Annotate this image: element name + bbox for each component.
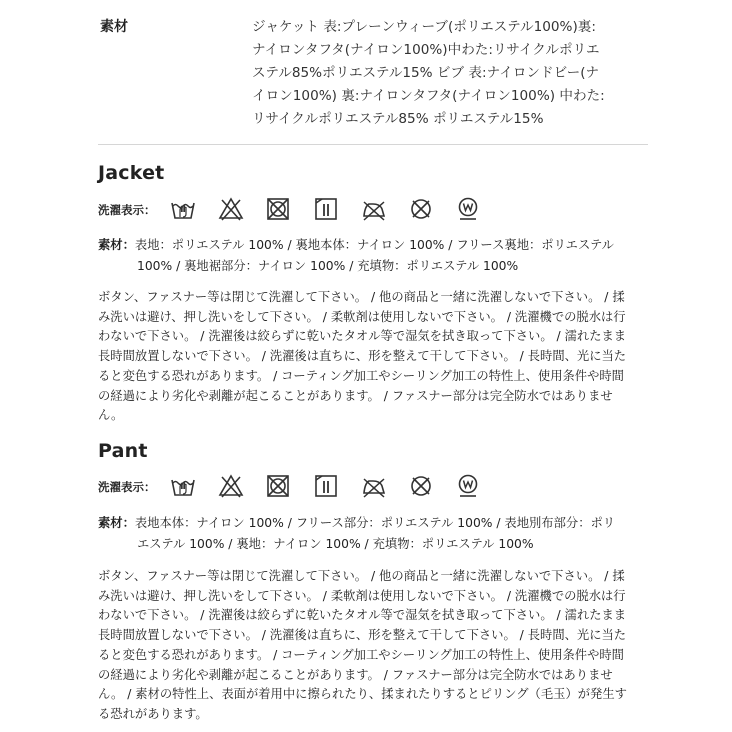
jacket-no-tumble-dry-icon xyxy=(265,196,291,222)
jacket-material-line: 100% / 裏地裾部分：ナイロン 100% / 充填物：ポリエステル 100% xyxy=(137,259,519,273)
pant-note-line: わないで下さい。 / 洗濯後は絞らずに乾いたタオル等で湿気を拭き取って下さい。 / 濡れたまま xyxy=(98,608,627,623)
pant-line-dry-icon xyxy=(313,473,339,499)
pant-note-line: の経過により劣化や剥離が起こることがあります。 / ファスナー部分は完全防水ではありませ xyxy=(98,667,613,682)
jacket-wet-clean-icon xyxy=(455,196,481,222)
pant-wet-clean-icon xyxy=(455,473,481,499)
pant-hand-wash-icon xyxy=(170,473,196,499)
jacket-no-dry-clean-icon xyxy=(408,196,434,222)
pant-note-line: み洗いは避け、押し洗いをして下さい。 / 柔軟剤は使用しないで下さい。 / 洗濯機での脱水は行 xyxy=(98,588,626,603)
jacket-note-line: わないで下さい。 / 洗濯後は絞らずに乾いたタオル等で湿気を拭き取って下さい。 / 濡れたまま xyxy=(98,329,627,344)
pant-material-label: 素材： xyxy=(98,516,135,530)
pant-note-line: 長時間放置しないで下さい。 / 洗濯後は直ちに、形を整えて干して下さい。 / 長時間、光に当た xyxy=(98,628,627,643)
material-spec-row xyxy=(98,12,648,145)
pant-wash-label: 洗濯表示： xyxy=(98,480,156,494)
jacket-hand-wash-icon xyxy=(170,196,196,222)
pant-material-line: エステル 100% / 裏地：ナイロン 100% / 充填物：ポリエステル 100% xyxy=(137,537,534,551)
jacket-no-bleach-icon xyxy=(218,196,244,222)
pant-low-iron-icon xyxy=(361,473,387,499)
jacket-material-label: 素材： xyxy=(98,238,135,252)
pant-note-line: ると変色する恐れがあります。 / コーティング加工やシーリング加工の特性上、使用条件や時間 xyxy=(98,647,624,662)
jacket-wash-label: 洗濯表示： xyxy=(98,203,156,217)
pant-material-line: 表地本体：ナイロン 100% / フリース部分：ポリエステル 100% / 表地別布部分：ポリ xyxy=(134,516,616,530)
pant-note-line: る恐れがあります。 xyxy=(98,706,208,721)
material-spec-line: ナイロンタフタ(ナイロン100%)中わた:リサイクルポリエ xyxy=(252,42,600,58)
jacket-low-iron-icon xyxy=(361,196,387,222)
pant-note-line: ん。 / 素材の特性上、表面が着用中に擦られたり、揉まれたりするとピリング（毛玉）が発生す xyxy=(98,687,627,702)
material-spec-value xyxy=(252,16,648,131)
jacket-title: Jacket xyxy=(98,162,165,184)
material-spec-line: ジャケット 表:プレーンウィーブ(ポリエステル100%)裏: xyxy=(252,19,596,35)
jacket-note-line: の経過により劣化や剥離が起こることがあります。 / ファスナー部分は完全防水ではありませ xyxy=(98,388,613,403)
jacket-note-line: 長時間放置しないで下さい。 / 洗濯後は直ちに、形を整えて干して下さい。 / 長時間、光に当た xyxy=(98,349,627,364)
pant-title: Pant xyxy=(98,440,148,462)
jacket-material-line: 表地：ポリエステル 100% / 裏地本体：ナイロン 100% / フリース裏地：ポリエステル xyxy=(134,238,614,252)
jacket-note-line: み洗いは避け、押し洗いをして下さい。 / 柔軟剤は使用しないで下さい。 / 洗濯機での脱水は行 xyxy=(98,309,626,324)
pant-no-tumble-dry-icon xyxy=(265,473,291,499)
material-spec-line: ステル85%ポリエステル15% ビブ 表:ナイロンドビー(ナ xyxy=(252,65,600,81)
pant-no-bleach-icon xyxy=(218,473,244,499)
jacket-material xyxy=(98,235,646,277)
pant-no-dry-clean-icon xyxy=(408,473,434,499)
jacket-note-line: ボタン、ファスナー等は閉じて洗濯して下さい。 / 他の商品と一緒に洗濯しないで下さい。 / 揉 xyxy=(98,290,625,304)
pant-note-line: ボタン、ファスナー等は閉じて洗濯して下さい。 / 他の商品と一緒に洗濯しないで下さい。 / 揉 xyxy=(98,569,625,583)
jacket-line-dry-icon xyxy=(313,196,339,222)
pant-care-notes xyxy=(98,567,648,725)
jacket-care-notes xyxy=(98,288,648,426)
material-spec-line: イロン100%) 裏:ナイロンタフタ(ナイロン100%) 中わた: xyxy=(252,88,605,104)
material-spec-label: 素材 xyxy=(100,19,128,35)
jacket-note-line: ると変色する恐れがあります。 / コーティング加工やシーリング加工の特性上、使用条件や時間 xyxy=(98,368,624,383)
pant-material xyxy=(98,513,646,555)
material-spec-line: リサイクルポリエステル85% ポリエステル15% xyxy=(252,111,544,127)
jacket-note-line: ん。 xyxy=(98,408,124,423)
